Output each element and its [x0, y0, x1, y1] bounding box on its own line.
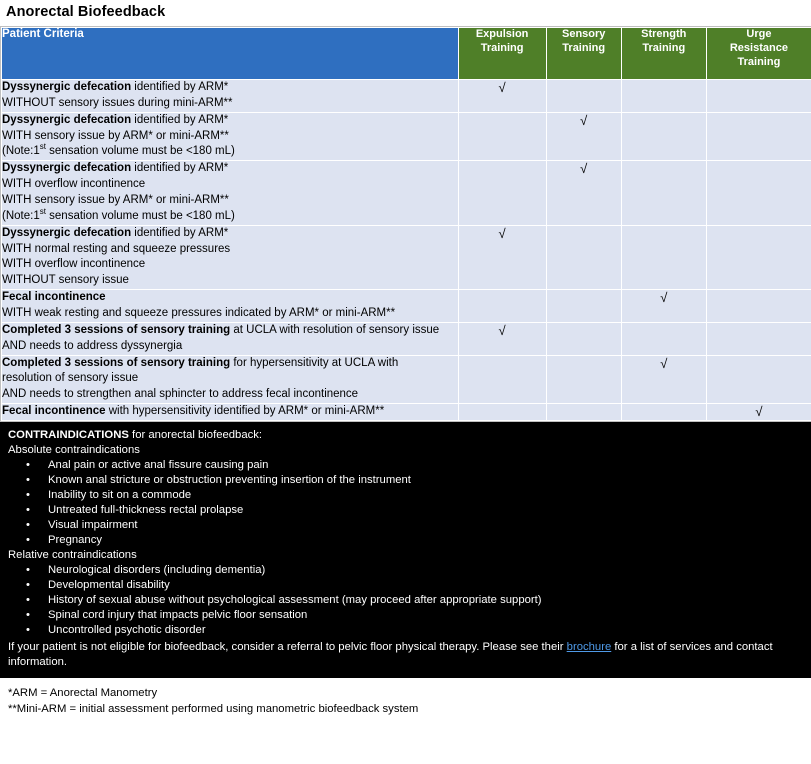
- check-cell-strength: [621, 112, 706, 161]
- check-cell-sensory: [546, 290, 621, 323]
- criteria-line: (Note:1st sensation volume must be <180 mL): [2, 207, 235, 222]
- criteria-line-emphasis: Completed 3 sessions of sensory training: [2, 356, 231, 369]
- absolute-contraindication-item: • Inability to sit on a commode: [26, 488, 803, 503]
- criteria-cell: [2, 161, 459, 225]
- criteria-line: Dyssynergic defecation identified by ARM*: [2, 226, 229, 239]
- check-cell-strength: [621, 404, 706, 421]
- check-cell-urge-resistance: √: [706, 404, 811, 421]
- table-row: [2, 355, 811, 404]
- check-cell-expulsion: [458, 161, 546, 225]
- check-cell-expulsion: [458, 112, 546, 161]
- absolute-contraindication-item: • Known anal stricture or obstruction preventing insertion of the instrument: [26, 473, 803, 488]
- column-header-expulsion-training: [458, 28, 546, 80]
- check-cell-strength: √: [621, 290, 706, 323]
- table-row: [2, 322, 811, 355]
- check-cell-urge-resistance: [706, 161, 811, 225]
- check-cell-expulsion: [458, 355, 546, 404]
- referral-note-suffix: for a list of services and contact information.: [8, 641, 773, 669]
- relative-contraindication-item: • Uncontrolled psychotic disorder: [26, 623, 803, 638]
- absolute-contraindication-item: • Anal pain or active anal fissure causing pain: [26, 458, 803, 473]
- check-cell-strength: [621, 80, 706, 113]
- criteria-line: WITH weak resting and squeeze pressures indicated by ARM* or mini-ARM**: [2, 307, 396, 320]
- criteria-cell: [2, 112, 459, 161]
- absolute-contraindications-list: [8, 458, 803, 548]
- relative-contraindication-item: • Developmental disability: [26, 578, 803, 593]
- relative-contraindications-list: [8, 563, 803, 638]
- criteria-line: WITHOUT sensory issues during mini-ARM**: [2, 96, 233, 109]
- contraindications-block: [0, 422, 811, 678]
- check-cell-strength: √: [621, 355, 706, 404]
- absolute-contraindication-item: • Pregnancy: [26, 533, 803, 548]
- check-cell-strength: [621, 161, 706, 225]
- criteria-cell: [2, 225, 459, 289]
- criteria-line: [2, 290, 458, 306]
- column-header-patient-criteria: Patient Criteria: [2, 28, 459, 80]
- criteria-line: AND needs to strengthen anal sphincter to address fecal incontinence: [2, 388, 359, 401]
- criteria-line-emphasis: Dyssynergic defecation: [2, 113, 132, 126]
- absolute-contraindication-item: • Untreated full-thickness rectal prolapse: [26, 503, 803, 518]
- column-header-sensory-training: [546, 28, 621, 80]
- check-cell-urge-resistance: [706, 355, 811, 404]
- check-cell-urge-resistance: [706, 290, 811, 323]
- column-header-strength-training: [621, 28, 706, 80]
- criteria-line: WITHOUT sensory issue: [2, 274, 129, 287]
- brochure-link[interactable]: brochure: [566, 641, 612, 654]
- footnote-arm: *ARM = Anorectal Manometry: [8, 687, 158, 700]
- check-cell-expulsion: [458, 404, 546, 421]
- check-cell-sensory: [546, 80, 621, 113]
- check-cell-urge-resistance: [706, 225, 811, 289]
- relative-contraindication-item: • Spinal cord injury that impacts pelvic floor sensation: [26, 608, 803, 623]
- criteria-line: WITH sensory issue by ARM* or mini-ARM**: [2, 129, 229, 142]
- criteria-line: WITH sensory issue by ARM* or mini-ARM**: [2, 194, 229, 207]
- check-cell-sensory: [546, 322, 621, 355]
- table-row: [2, 404, 811, 421]
- check-cell-strength: [621, 225, 706, 289]
- criteria-line: AND needs to address dyssynergia: [2, 339, 183, 352]
- col-head-line1: Urge: [746, 28, 772, 40]
- footnotes-block: [0, 678, 811, 721]
- criteria-line-emphasis: Fecal incontinence: [2, 291, 106, 304]
- col-head-line2: Training: [480, 41, 524, 54]
- check-cell-sensory: √: [546, 112, 621, 161]
- ordinal-superscript: st: [39, 142, 46, 152]
- table-row: [2, 225, 811, 289]
- criteria-cell: [2, 404, 459, 421]
- check-cell-urge-resistance: [706, 112, 811, 161]
- check-cell-urge-resistance: [706, 322, 811, 355]
- criteria-line-emphasis: Dyssynergic defecation: [2, 81, 132, 93]
- col-head-line1: Expulsion: [475, 28, 529, 40]
- criteria-line: Completed 3 sessions of sensory training for hypersensitivity at UCLA with: [2, 356, 399, 369]
- check-cell-sensory: [546, 404, 621, 421]
- criteria-line: WITH overflow incontinence: [2, 258, 146, 271]
- criteria-line: Fecal incontinence with hypersensitivity identified by ARM* or mini-ARM**: [2, 405, 385, 418]
- col-head-line3: Training: [737, 55, 781, 68]
- criteria-line: Completed 3 sessions of sensory training at UCLA with resolution of sensory issue: [2, 323, 440, 336]
- col-head-line2: Resistance: [729, 41, 788, 54]
- criteria-line: Dyssynergic defecation identified by ARM*: [2, 113, 229, 126]
- table-row: [2, 290, 811, 323]
- relative-contraindications-label: Relative contraindications: [8, 549, 137, 562]
- contraindications-heading: [8, 428, 803, 443]
- criteria-line-emphasis: Fecal incontinence: [2, 405, 106, 418]
- criteria-line: resolution of sensory issue: [2, 372, 139, 385]
- contraindications-heading-bold: CONTRAINDICATIONS: [8, 429, 129, 442]
- criteria-line-emphasis: Completed 3 sessions of sensory training: [2, 323, 231, 336]
- check-cell-urge-resistance: [706, 80, 811, 113]
- ordinal-superscript: st: [39, 207, 46, 217]
- criteria-table-body: [2, 80, 811, 421]
- table-row: [2, 161, 811, 225]
- absolute-contraindications-label: Absolute contraindications: [8, 444, 140, 457]
- contraindications-heading-rest: for anorectal biofeedback:: [128, 429, 263, 442]
- check-cell-sensory: √: [546, 161, 621, 225]
- criteria-cell: [2, 290, 459, 323]
- criteria-line: Dyssynergic defecation identified by ARM*: [2, 162, 229, 175]
- absolute-contraindication-item: • Visual impairment: [26, 518, 803, 533]
- col-head-line2: Training: [642, 41, 686, 54]
- table-row: [2, 112, 811, 161]
- criteria-cell: [2, 80, 459, 113]
- relative-contraindication-item: • Neurological disorders (including dementia): [26, 563, 803, 578]
- referral-note-prefix: If your patient is not eligible for biofeedback, consider a referral to pelvic floor physical therapy. Please see their: [8, 641, 567, 654]
- column-header-urge-resistance-training: [706, 28, 811, 80]
- check-cell-sensory: [546, 355, 621, 404]
- table-header-row: [2, 28, 811, 80]
- criteria-table-wrapper: [0, 26, 811, 422]
- criteria-line: Dyssynergic defecation identified by ARM*: [2, 81, 229, 93]
- check-cell-expulsion: [458, 290, 546, 323]
- check-cell-expulsion: √: [458, 322, 546, 355]
- relative-contraindication-item: • History of sexual abuse without psychological assessment (may proceed after appropriate support): [26, 593, 803, 608]
- criteria-line: (Note:1st sensation volume must be <180 mL): [2, 142, 235, 158]
- page-title: Anorectal Biofeedback: [6, 4, 166, 20]
- criteria-line-emphasis: Dyssynergic defecation: [2, 226, 132, 239]
- col-head-line2: Training: [562, 41, 606, 54]
- criteria-line: WITH overflow incontinence: [2, 178, 146, 191]
- table-row: [2, 80, 811, 113]
- referral-note: [8, 638, 803, 670]
- col-head-line1: Strength: [641, 28, 687, 40]
- check-cell-expulsion: √: [458, 225, 546, 289]
- check-cell-expulsion: √: [458, 80, 546, 113]
- criteria-line-emphasis: Dyssynergic defecation: [2, 162, 132, 175]
- criteria-table: [1, 27, 811, 421]
- footnote-mini-arm: **Mini-ARM = initial assessment performed using manometric biofeedback system: [8, 702, 419, 715]
- col-head-line1: Sensory: [561, 28, 606, 40]
- criteria-line: WITH normal resting and squeeze pressures: [2, 242, 231, 255]
- criteria-cell: [2, 355, 459, 404]
- check-cell-sensory: [546, 225, 621, 289]
- check-cell-strength: [621, 322, 706, 355]
- criteria-cell: [2, 322, 459, 355]
